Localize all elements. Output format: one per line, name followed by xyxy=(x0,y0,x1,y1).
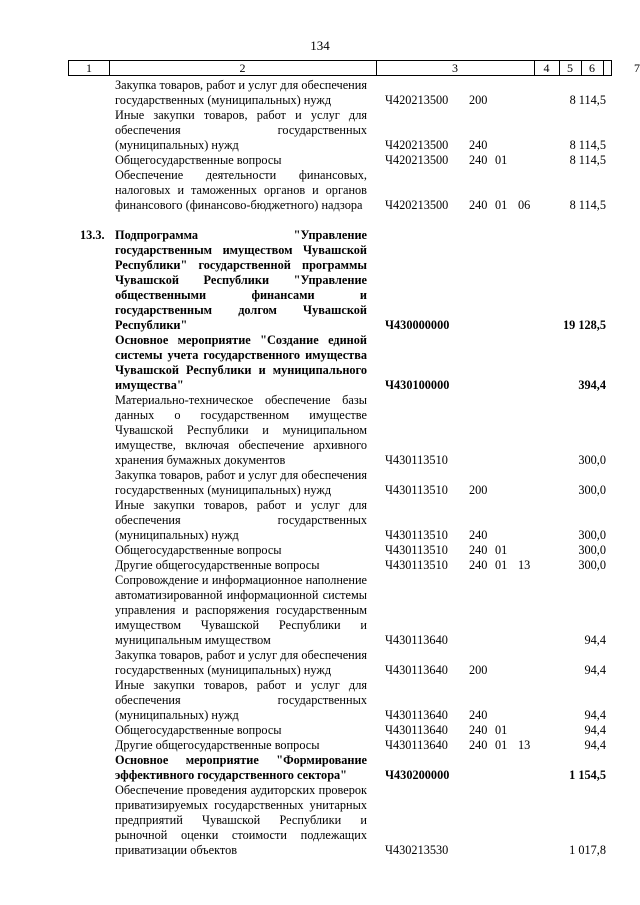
target-code: Ч430113510 xyxy=(385,483,448,497)
target-code: Ч430100000 xyxy=(385,378,450,392)
target-code: Ч430113640 xyxy=(385,708,448,722)
header-col-4: 4 xyxy=(543,61,550,75)
target-code: Ч430113510 xyxy=(385,528,448,542)
row-name: Общегосударственные вопросы xyxy=(115,543,282,557)
amount: 19 128,5 xyxy=(562,318,606,332)
section-code: 01 xyxy=(495,738,508,752)
target-code: Ч430113510 xyxy=(385,558,448,572)
subsection-code: 13 xyxy=(518,558,531,572)
expense-type-code: 240 xyxy=(469,198,488,212)
section-code: 01 xyxy=(495,558,508,572)
row-name: Закупка товаров, работ и услуг для обеспечения государственных (муниципальных) нужд xyxy=(115,78,367,107)
target-code: Ч430113510 xyxy=(385,543,448,557)
amount: 94,4 xyxy=(584,738,606,752)
table-row xyxy=(0,468,640,498)
amount: 300,0 xyxy=(578,483,606,497)
header-col-7: 7 xyxy=(634,61,640,75)
table-row xyxy=(0,543,640,558)
row-name: Материально-техническое обеспечение базы данных о государственном имуществе Чувашской Республики и муниципальном имуществе, включая обеспечение архивного хранения бумажных документов xyxy=(115,393,367,467)
row-name: Другие общегосударственные вопросы xyxy=(115,558,320,572)
expense-type-code: 240 xyxy=(469,723,488,737)
table-row xyxy=(0,783,640,858)
target-code: Ч430113640 xyxy=(385,663,448,677)
section-code: 01 xyxy=(495,723,508,737)
target-code: Ч420213500 xyxy=(385,153,449,167)
header-col-5: 5 xyxy=(567,61,573,75)
subsection-code: 06 xyxy=(518,198,531,212)
target-code: Ч420213500 xyxy=(385,138,449,152)
row-name: Иные закупки товаров, работ и услуг для обеспечения государственных (муниципальных) нужд xyxy=(115,678,367,722)
row-name: Закупка товаров, работ и услуг для обеспечения государственных (муниципальных) нужд xyxy=(115,468,367,497)
amount: 94,4 xyxy=(584,633,606,647)
amount: 94,4 xyxy=(584,708,606,722)
expense-type-code: 240 xyxy=(469,708,488,722)
amount: 300,0 xyxy=(578,543,606,557)
row-name: Закупка товаров, работ и услуг для обеспечения государственных (муниципальных) нужд xyxy=(115,648,367,677)
page-number: 134 xyxy=(310,38,330,53)
expense-type-code: 240 xyxy=(469,528,488,542)
row-name: Основное мероприятие "Формирование эффективного государственного сектора" xyxy=(115,753,367,782)
table-row xyxy=(0,153,640,168)
row-name: Основное мероприятие "Создание единой системы учета государственного имущества Чувашской Республики и муниципального имущества" xyxy=(115,333,367,392)
target-code: Ч430213530 xyxy=(385,843,449,857)
amount: 8 114,5 xyxy=(569,198,606,212)
expense-type-code: 200 xyxy=(469,93,488,107)
amount: 300,0 xyxy=(578,558,606,572)
table-header xyxy=(68,60,640,76)
table-row xyxy=(0,108,640,153)
subsection-code: 13 xyxy=(518,738,531,752)
row-number: 13.3. xyxy=(80,228,105,242)
table-row xyxy=(0,333,640,393)
expense-type-code: 240 xyxy=(469,153,488,167)
table-row xyxy=(0,678,640,723)
section-code: 01 xyxy=(495,153,508,167)
table-row xyxy=(0,573,640,648)
target-code: Ч430113640 xyxy=(385,633,448,647)
amount: 8 114,5 xyxy=(569,93,606,107)
row-name: Иные закупки товаров, работ и услуг для обеспечения государственных (муниципальных) нужд xyxy=(115,108,367,152)
table-row xyxy=(0,168,640,213)
row-name: Иные закупки товаров, работ и услуг для обеспечения государственных (муниципальных) нужд xyxy=(115,498,367,542)
section-code: 01 xyxy=(495,198,508,212)
amount: 8 114,5 xyxy=(569,153,606,167)
row-name: Сопровождение и информационное наполнение автоматизированной информационной системы управления и распоряжения государственным имуществом Чувашской Республики и муниципальным имуществом xyxy=(115,573,367,647)
budget-table-body xyxy=(0,78,640,858)
row-name: Другие общегосударственные вопросы xyxy=(115,738,320,752)
header-col-3: 3 xyxy=(452,61,458,75)
target-code: Ч430200000 xyxy=(385,768,450,782)
row-name: Обеспечение проведения аудиторских проверок приватизируемых государственных унитарных предприятий Чувашской Республики и рыночной оценки стоимости подлежащих приватизации объектов xyxy=(115,783,367,857)
header-col-1: 1 xyxy=(86,61,92,75)
amount: 1 017,8 xyxy=(569,843,606,857)
row-name: Общегосударственные вопросы xyxy=(115,153,282,167)
target-code: Ч430113640 xyxy=(385,723,448,737)
target-code: Ч430113640 xyxy=(385,738,448,752)
table-row xyxy=(0,753,640,783)
expense-type-code: 240 xyxy=(469,738,488,752)
target-code: Ч430000000 xyxy=(385,318,450,332)
target-code: Ч430113510 xyxy=(385,453,448,467)
amount: 394,4 xyxy=(578,378,606,392)
table-row xyxy=(0,648,640,678)
row-name: Общегосударственные вопросы xyxy=(115,723,282,737)
expense-type-code: 200 xyxy=(469,663,488,677)
expense-type-code: 240 xyxy=(469,543,488,557)
amount: 1 154,5 xyxy=(569,768,606,782)
table-row xyxy=(0,78,640,108)
amount: 8 114,5 xyxy=(569,138,606,152)
table-row xyxy=(0,558,640,573)
amount: 94,4 xyxy=(584,663,606,677)
row-name: Подпрограмма "Управление государственным имуществом Чувашской Республики" государственной программы Чувашской Республики "Управление общественными финансами и государственным долгом Чувашской Республики" xyxy=(115,228,367,332)
amount: 300,0 xyxy=(578,528,606,542)
amount: 300,0 xyxy=(578,453,606,467)
table-row xyxy=(0,228,640,333)
expense-type-code: 240 xyxy=(469,558,488,572)
table-row xyxy=(0,738,640,753)
row-name: Обеспечение деятельности финансовых, налоговых и таможенных органов и органов финансового (финансово-бюджетного) надзора xyxy=(115,168,367,212)
amount: 94,4 xyxy=(584,723,606,737)
header-col-2: 2 xyxy=(239,61,246,75)
expense-type-code: 240 xyxy=(469,138,488,152)
section-code: 01 xyxy=(495,543,508,557)
target-code: Ч420213500 xyxy=(385,198,449,212)
table-row xyxy=(0,498,640,543)
table-row xyxy=(0,393,640,468)
target-code: Ч420213500 xyxy=(385,93,449,107)
header-col-6: 6 xyxy=(589,61,595,75)
expense-type-code: 200 xyxy=(469,483,488,497)
table-row xyxy=(0,723,640,738)
